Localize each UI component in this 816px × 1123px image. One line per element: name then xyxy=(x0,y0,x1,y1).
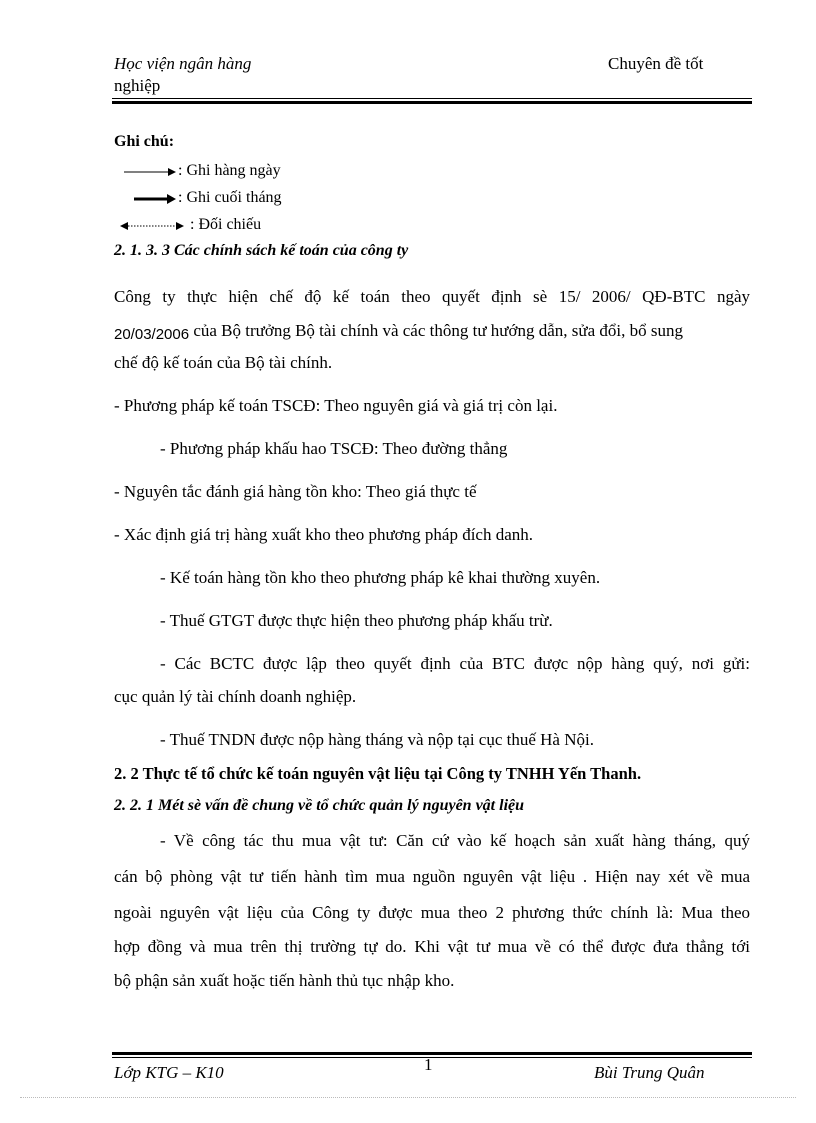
page-edge-dotted-line xyxy=(20,1097,796,1098)
intro-line-2-rest: của Bộ trưởng Bộ tài chính và các thông tư hướng dẫn, sửa đổi, bổ sung xyxy=(189,321,683,340)
intro-date: 20/03/2006 xyxy=(114,326,190,343)
footer-class: Lớp KTG – K10 xyxy=(114,1063,224,1082)
footer-author: Bùi Trung Quân xyxy=(594,1063,705,1082)
purchasing-line-5: bộ phận sản xuất hoặc tiến hành thủ tục nhập kho. xyxy=(114,971,455,990)
header-rule-thick xyxy=(112,101,752,104)
section-heading-general-issues: 2. 2. 1 Mét sè vấn đề chung về tổ chức quản lý nguyên vật liệu xyxy=(114,797,525,814)
header-left-continuation: nghiệp xyxy=(114,76,161,95)
section-heading-accounting-policies: 2. 1. 3. 3 Các chính sách kế toán của công ty xyxy=(114,242,409,259)
section-heading-materials-accounting: 2. 2 Thực tế tổ chức kế toán nguyên vật liệu tại Công ty TNHH Yến Thanh. xyxy=(114,764,642,783)
purchasing-line-4: hợp đồng và mua trên thị trường tự do. Khi vật tư mua về có thể được đưa thẳng tới xyxy=(114,937,750,956)
legend-row-monthly xyxy=(114,187,282,209)
header-left: Học viện ngân hàng xyxy=(114,54,252,73)
notes-title: Ghi chú: xyxy=(114,133,175,150)
legend-label-daily: : Ghi hàng ngày xyxy=(178,162,281,179)
legend-row-reconcile xyxy=(114,214,261,236)
policy-item-vat: - Thuế GTGT được thực hiện theo phương pháp khấu trừ. xyxy=(160,611,553,630)
policy-item-reports: - Các BCTC được lập theo quyết định của BTC được nộp hàng quý, nơi gửi: xyxy=(160,654,750,673)
header-right: Chuyên đề tốt xyxy=(608,54,704,73)
dotted-double-arrow-icon xyxy=(114,219,188,231)
policy-item-outbound-valuation: - Xác định giá trị hàng xuất kho theo phương pháp đích danh. xyxy=(114,525,534,544)
thick-arrow-icon xyxy=(114,192,176,204)
policy-item-inventory-valuation: - Nguyên tắc đánh giá hàng tồn kho: Theo giá thực tế xyxy=(114,482,477,501)
legend-label-reconcile: : Đối chiếu xyxy=(190,216,262,233)
purchasing-line-1: - Về công tác thu mua vật tư: Căn cứ vào kế hoạch sản xuất hàng tháng, quý xyxy=(160,831,750,850)
purchasing-line-2: cán bộ phòng vật tư tiến hành tìm mua nguồn nguyên vật liệu . Hiện nay xét về mua xyxy=(114,867,750,886)
policy-item-depreciation: - Phương pháp khấu hao TSCĐ: Theo đường thẳng xyxy=(160,439,508,458)
policy-item-reports-continued: cục quản lý tài chính doanh nghiệp. xyxy=(114,687,357,706)
intro-line-3: chế độ kế toán của Bộ tài chính. xyxy=(114,353,333,372)
policy-item-inventory-method: - Kế toán hàng tồn kho theo phương pháp kê khai thường xuyên. xyxy=(160,568,601,587)
thin-arrow-icon xyxy=(114,165,176,177)
page-number: 1 xyxy=(424,1055,433,1074)
header-rule-thin xyxy=(112,98,752,99)
policy-item-fixed-asset: - Phương pháp kế toán TSCĐ: Theo nguyên giá và giá trị còn lại. xyxy=(114,396,558,415)
purchasing-line-3: ngoài nguyên vật liệu của Công ty được mua theo 2 phương thức chính là: Mua theo xyxy=(114,903,750,922)
legend-label-monthly: : Ghi cuối tháng xyxy=(178,189,282,206)
intro-line-1: Công ty thực hiện chế độ kế toán theo quyết định sè 15/ 2006/ QĐ-BTC ngày xyxy=(114,287,750,306)
intro-line-2 xyxy=(114,320,683,343)
policy-item-cit: - Thuế TNDN được nộp hàng tháng và nộp tại cục thuế Hà Nội. xyxy=(160,730,594,749)
legend-row-daily xyxy=(114,160,281,182)
